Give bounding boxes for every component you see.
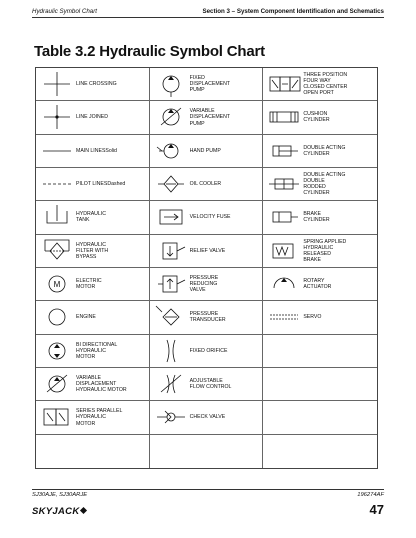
header-left: Hydraulic Symbol Chart [32, 8, 97, 15]
bi-directional-hydraulic-motor-icon [40, 336, 74, 366]
symbol-cell [263, 235, 377, 268]
fixed-orifice-icon [154, 336, 188, 366]
header-right: Section 3 – System Component Identification and Schematics [202, 8, 384, 15]
symbol-sublabel: Dashed [107, 181, 126, 188]
header-rule [32, 17, 384, 18]
symbol-label: BRAKE CYLINDER [303, 211, 330, 224]
symbol-cell [150, 235, 264, 268]
variable-displacement-pump-icon [154, 102, 188, 132]
symbol-cell [36, 168, 150, 201]
symbol-cell [36, 301, 150, 334]
symbol-cell [36, 235, 150, 268]
oil-cooler-icon [154, 169, 188, 199]
fixed-displacement-pump-icon [154, 69, 188, 99]
symbol-label: ELECTRIC MOTOR [76, 278, 102, 291]
velocity-fuse-icon [154, 202, 188, 232]
electric-motor-icon [40, 269, 74, 299]
symbol-cell [36, 101, 150, 134]
symbol-label: ADJUSTABLE FLOW CONTROL [189, 378, 232, 391]
symbol-cell [150, 335, 264, 368]
symbol-label: VARIABLE DISPLACEMENT HYDRAULIC MOTOR [76, 375, 127, 394]
symbol-label: SPRING APPLIED HYDRAULIC RELEASED BRAKE [303, 238, 347, 263]
servo-icon [267, 302, 301, 332]
symbol-label: VELOCITY FUSE [189, 214, 231, 221]
symbol-cell [150, 201, 264, 234]
symbol-label: ENGINE [76, 314, 96, 321]
spring-applied-hydraulic-released-brake-icon [267, 236, 301, 266]
adjustable-flow-control-icon [154, 369, 188, 399]
symbol-cell [150, 168, 264, 201]
symbol-label: SERVO [303, 314, 322, 321]
symbol-cell [263, 301, 377, 334]
symbol-label: HAND PUMP [189, 147, 221, 154]
line-crossing-icon [40, 69, 74, 99]
symbol-label: OIL COOLER [189, 181, 222, 188]
symbol-cell [150, 268, 264, 301]
cushion-cylinder-icon [267, 102, 301, 132]
skyjack-logo [32, 506, 86, 517]
symbol-label: DOUBLE ACTING DOUBLE RODDED CYLINDER [303, 171, 346, 197]
symbol-label: VARIABLE DISPLACEMENT PUMP [189, 108, 231, 127]
brake-cylinder-icon [267, 202, 301, 232]
symbol-cell [150, 435, 264, 468]
logo-text: SKYJACK [32, 506, 80, 517]
symbol-cell [36, 68, 150, 101]
symbol-cell [36, 368, 150, 401]
symbol-label: DOUBLE ACTING CYLINDER [303, 144, 346, 157]
symbol-label: LINE JOINED [76, 114, 108, 121]
symbol-cell [263, 68, 377, 101]
symbol-label: CUSHION CYLINDER [303, 111, 330, 124]
series-parallel-hydraulic-motor-icon [40, 402, 74, 432]
engine-icon [40, 302, 74, 332]
rotary-actuator-icon [267, 269, 301, 299]
main-lines-icon [40, 136, 74, 166]
symbol-cell [263, 101, 377, 134]
symbol-cell [36, 335, 150, 368]
symbol-cell [36, 135, 150, 168]
symbol-label: SERIES PARALLEL HYDRAULIC MOTOR [76, 408, 123, 427]
symbol-label: PRESSURE REDUCING VALVE [189, 275, 219, 294]
symbol-sublabel: Solid [105, 147, 117, 154]
symbol-cell [263, 135, 377, 168]
symbol-cell [150, 101, 264, 134]
relief-valve-icon [154, 236, 188, 266]
page-title: Table 3.2 Hydraulic Symbol Chart [34, 43, 265, 60]
page-number: 47 [369, 502, 384, 517]
symbol-cell [150, 68, 264, 101]
symbol-label: PRESSURE TRANSDUCER [189, 311, 226, 324]
footer-doc-number: 196274AF [357, 492, 384, 498]
symbol-label: RELIEF VALVE [189, 247, 226, 254]
variable-displacement-hydraulic-motor-icon [40, 369, 74, 399]
hydraulic-tank-icon [40, 202, 74, 232]
symbol-table [35, 67, 378, 469]
symbol-cell [263, 201, 377, 234]
symbol-cell [263, 368, 377, 401]
symbol-label: LINE CROSSING [76, 81, 117, 88]
symbol-cell [36, 268, 150, 301]
footer-models: SJ30AJE, SJ30ARJE [32, 492, 88, 498]
symbol-label: FIXED ORIFICE [189, 347, 228, 354]
symbol-cell [36, 201, 150, 234]
symbol-cell [150, 368, 264, 401]
symbol-cell [150, 301, 264, 334]
symbol-label: CHECK VALVE [189, 414, 226, 421]
symbol-cell [263, 435, 377, 468]
hand-pump-icon [154, 136, 188, 166]
double-acting-cylinder-icon [267, 136, 301, 166]
symbol-cell [263, 335, 377, 368]
symbol-label: ROTARY ACTUATOR [303, 278, 332, 291]
symbol-cell [150, 135, 264, 168]
svg-text:M: M [53, 280, 61, 290]
symbol-label: THREE POSITION FOUR WAY CLOSED CENTER OPEN PORT [303, 71, 348, 97]
pressure-transducer-icon [154, 302, 188, 332]
logo-mark-icon [79, 507, 86, 514]
symbol-label: PILOT LINES [76, 181, 108, 188]
symbol-cell [36, 401, 150, 434]
three-position-four-way-closed-center-open-port-icon [267, 69, 301, 99]
hydraulic-filter-bypass-icon [40, 236, 74, 266]
check-valve-icon [154, 402, 188, 432]
symbol-cell [150, 401, 264, 434]
symbol-label: HYDRAULIC TANK [76, 211, 106, 224]
symbol-label: MAIN LINES [76, 147, 106, 154]
pressure-reducing-valve-icon [154, 269, 188, 299]
line-joined-icon [40, 102, 74, 132]
symbol-cell [263, 168, 377, 201]
symbol-cell [36, 435, 150, 468]
symbol-label: FIXED DISPLACEMENT PUMP [189, 75, 231, 94]
footer-rule [32, 489, 384, 490]
symbol-label: BI DIRECTIONAL HYDRAULIC MOTOR [76, 341, 118, 360]
symbol-cell [263, 401, 377, 434]
double-acting-double-rodded-cylinder-icon [267, 169, 301, 199]
pilot-lines-icon [40, 169, 74, 199]
symbol-label: HYDRAULIC FILTER WITH BYPASS [76, 241, 109, 260]
symbol-cell [263, 268, 377, 301]
